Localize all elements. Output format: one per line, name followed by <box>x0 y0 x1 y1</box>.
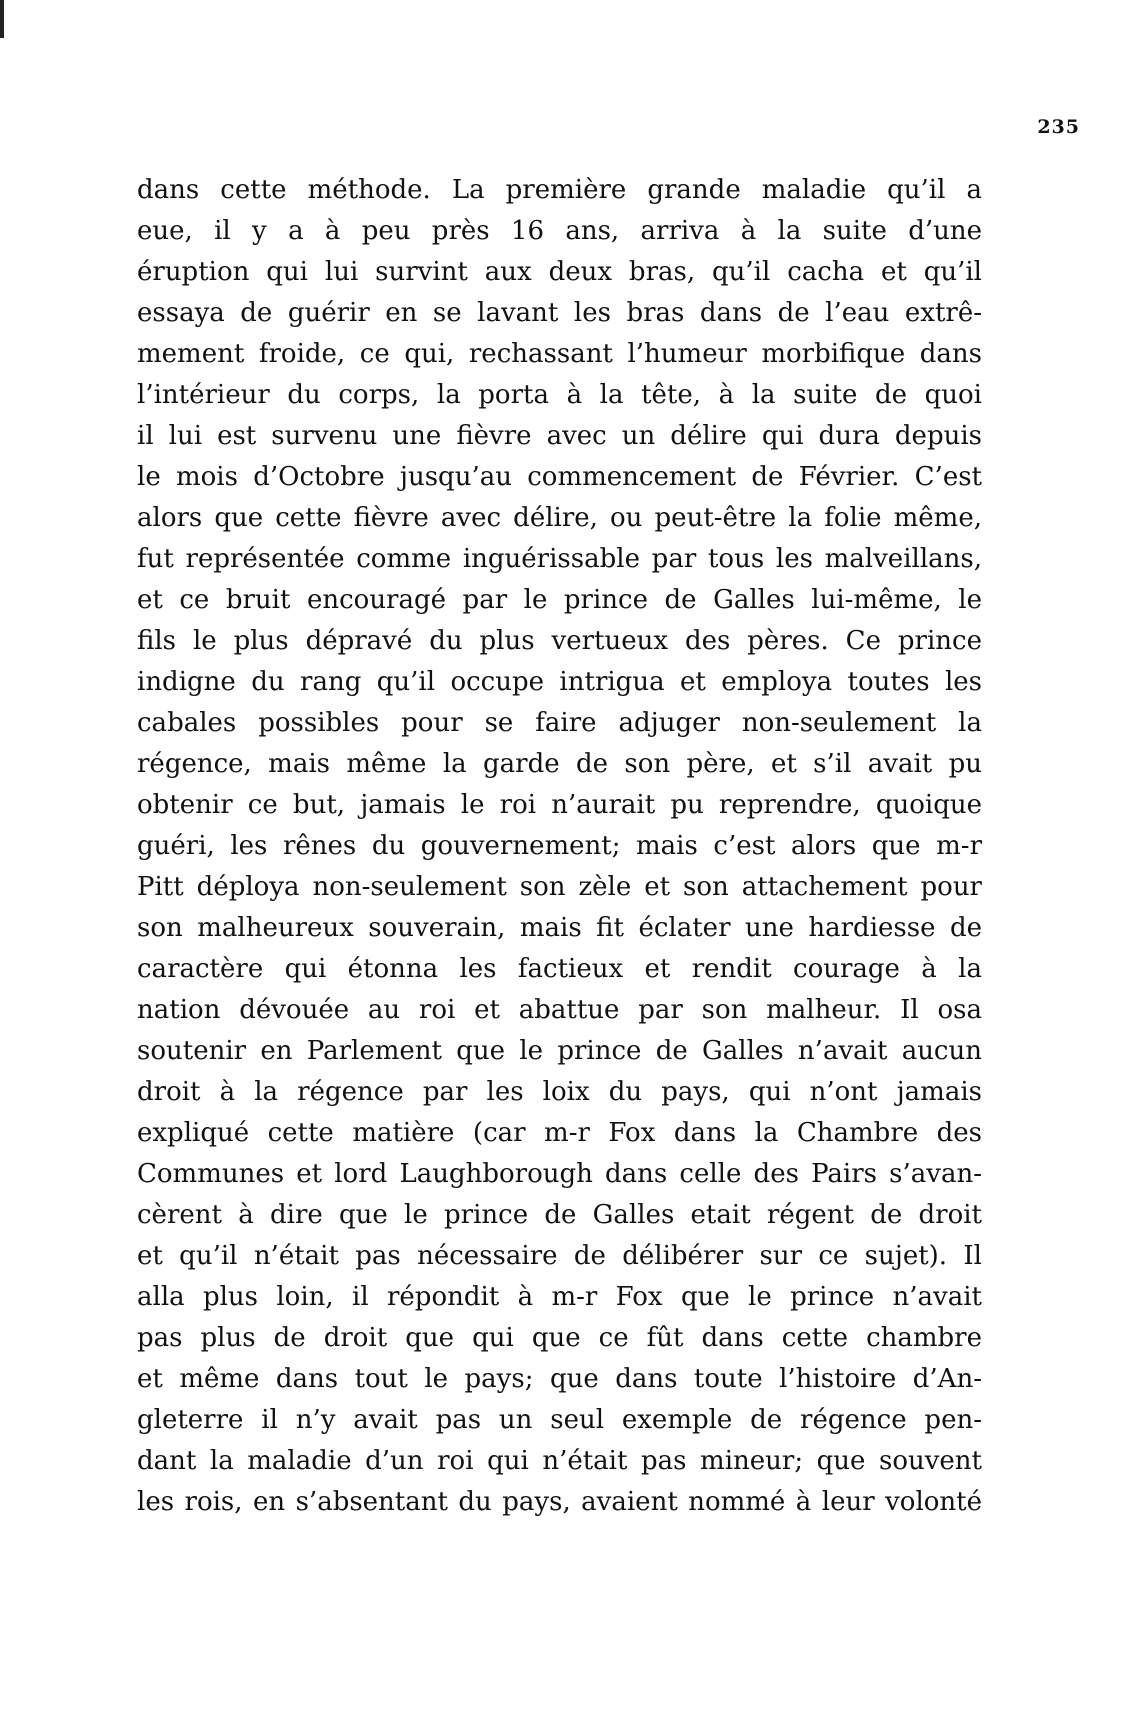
text-line: dans cette méthode. La première grande maladie qu’il a <box>137 175 982 205</box>
text-line: expliqué cette matière (car m-r Fox dans la Chambre des <box>137 1118 982 1148</box>
text-line: cèrent à dire que le prince de Galles etait régent de droit <box>137 1200 982 1230</box>
text-line: gleterre il n’y avait pas un seul exemple de régence pen- <box>137 1405 982 1435</box>
text-line: caractère qui étonna les factieux et rendit courage à la <box>137 954 982 984</box>
text-line: alla plus loin, il répondit à m-r Fox que le prince n’avait <box>137 1282 982 1312</box>
text-line: régence, mais même la garde de son père, et s’il avait pu <box>137 749 982 779</box>
scan-edge-mark <box>0 0 4 38</box>
page-number: 235 <box>1037 116 1080 138</box>
text-line: fut représentée comme inguérissable par tous les malveillans, <box>137 544 982 574</box>
text-line: indigne du rang qu’il occupe intrigua et employa toutes les <box>137 667 982 697</box>
text-line: il lui est survenu une fièvre avec un délire qui dura depuis <box>137 421 982 451</box>
text-line: son malheureux souverain, mais fit éclater une hardiesse de <box>137 913 982 943</box>
text-line: fils le plus dépravé du plus vertueux des pères. Ce prince <box>137 626 982 656</box>
text-line: éruption qui lui survint aux deux bras, qu’il cacha et qu’il <box>137 257 982 287</box>
text-line: nation dévouée au roi et abattue par son malheur. Il osa <box>137 995 982 1025</box>
text-line: les rois, en s’absentant du pays, avaient nommé à leur volonté <box>137 1487 982 1517</box>
text-line: et ce bruit encouragé par le prince de Galles lui-même, le <box>137 585 982 615</box>
text-line: essaya de guérir en se lavant les bras dans de l’eau extrê- <box>137 298 982 328</box>
text-line: Pitt déploya non-seulement son zèle et son attachement pour <box>137 872 982 902</box>
text-line: guéri, les rênes du gouvernement; mais c’est alors que m-r <box>137 831 982 861</box>
text-line: cabales possibles pour se faire adjuger non-seulement la <box>137 708 982 738</box>
text-line: pas plus de droit que qui que ce fût dans cette chambre <box>137 1323 982 1353</box>
text-line: obtenir ce but, jamais le roi n’aurait pu reprendre, quoique <box>137 790 982 820</box>
text-line: l’intérieur du corps, la porta à la tête, à la suite de quoi <box>137 380 982 410</box>
text-line: dant la maladie d’un roi qui n’était pas mineur; que souvent <box>137 1446 982 1476</box>
text-line: droit à la régence par les loix du pays, qui n’ont jamais <box>137 1077 982 1107</box>
body-text <box>137 170 982 1523</box>
text-line: eue, il y a à peu près 16 ans, arriva à la suite d’une <box>137 216 982 246</box>
text-line: et même dans tout le pays; que dans toute l’histoire d’An- <box>137 1364 982 1394</box>
text-line: le mois d’Octobre jusqu’au commencement de Février. C’est <box>137 462 982 492</box>
text-line: mement froide, ce qui, rechassant l’humeur morbifique dans <box>137 339 982 369</box>
text-line: soutenir en Parlement que le prince de Galles n’avait aucun <box>137 1036 982 1066</box>
text-line: alors que cette fièvre avec délire, ou peut-être la folie même, <box>137 503 982 533</box>
text-line: Communes et lord Laughborough dans celle des Pairs s’avan- <box>137 1159 982 1189</box>
text-line: et qu’il n’était pas nécessaire de délibérer sur ce sujet). Il <box>137 1241 982 1271</box>
